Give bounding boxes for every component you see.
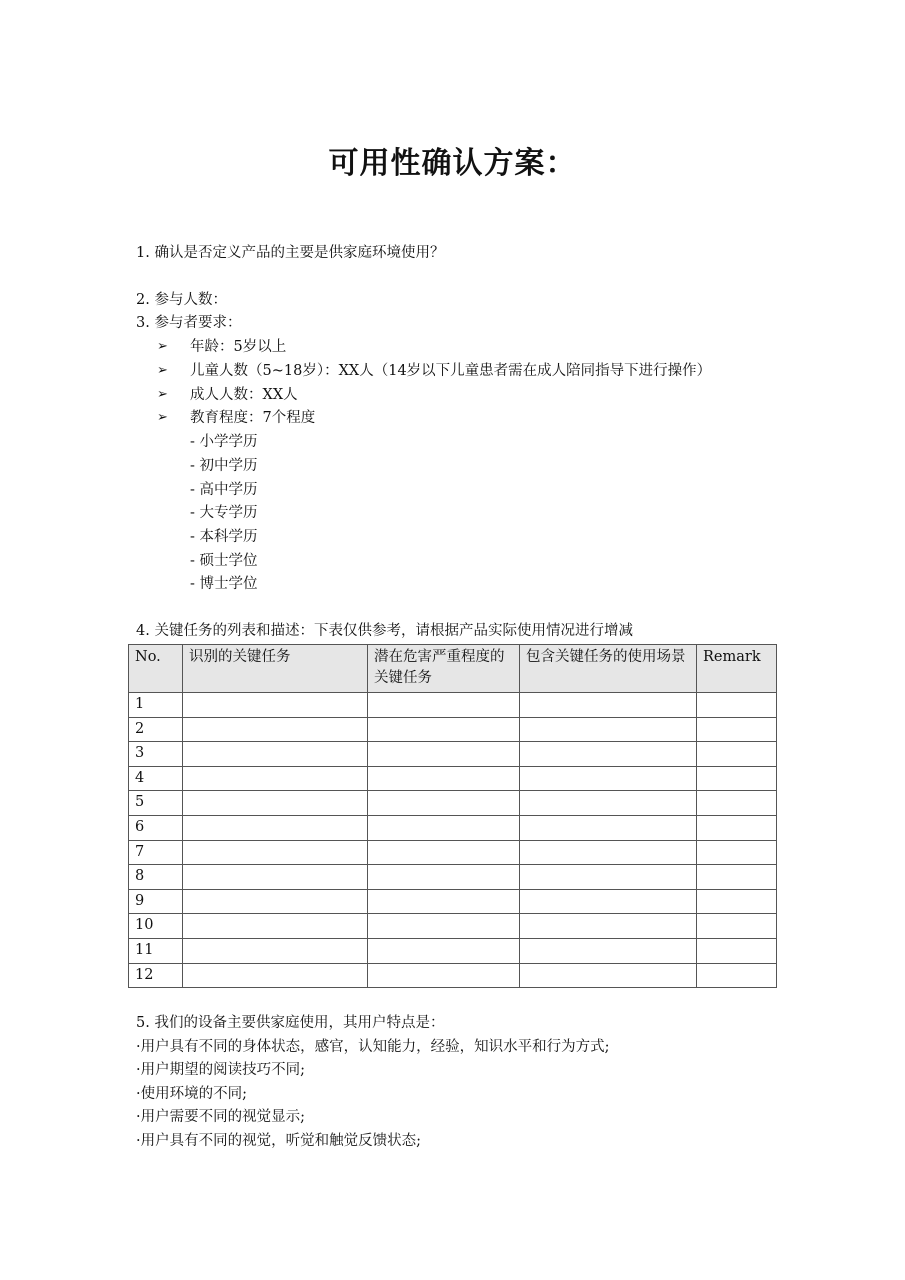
row-number-cell: 7 [129, 840, 183, 865]
table-cell [183, 791, 368, 816]
table-cell [697, 963, 777, 988]
table-cell [183, 815, 368, 840]
arrow-bullet-icon: ➢ [157, 387, 168, 402]
table-row [129, 717, 777, 742]
table-cell [368, 693, 520, 718]
table-cell [368, 840, 520, 865]
table-cell [183, 742, 368, 767]
table-cell [368, 791, 520, 816]
table-cell [520, 742, 697, 767]
row-number-cell: 12 [129, 963, 183, 988]
table-cell [697, 693, 777, 718]
table-cell [368, 766, 520, 791]
table-cell [520, 693, 697, 718]
table-cell [368, 865, 520, 890]
table-cell [520, 914, 697, 939]
column-header-use-scenario: 包含关键任务的使用场景 [520, 645, 697, 693]
table-cell [368, 889, 520, 914]
table-row [129, 938, 777, 963]
table-cell [520, 840, 697, 865]
row-number-cell: 5 [129, 791, 183, 816]
table-cell [520, 963, 697, 988]
education-level-item: - 小学学历 [190, 434, 258, 450]
table-cell [368, 717, 520, 742]
table-cell [520, 717, 697, 742]
education-level-item: - 初中学历 [190, 458, 258, 474]
user-trait-item: ·用户具有不同的身体状态，感官，认知能力，经验，知识水平和行为方式; [136, 1039, 610, 1055]
table-cell [368, 963, 520, 988]
requirement-children-count: 儿童人数（5~18岁）：XX人（14岁以下儿童患者需在成人陪同指导下进行操作） [190, 363, 712, 379]
table-row [129, 815, 777, 840]
table-cell [697, 742, 777, 767]
requirement-education: 教育程度：7个程度 [190, 410, 316, 426]
question-item-2: 2. 参与人数： [136, 292, 227, 308]
table-row [129, 693, 777, 718]
user-trait-item: ·用户具有不同的视觉，听觉和触觉反馈状态; [136, 1133, 421, 1149]
education-level-item: - 大专学历 [190, 505, 258, 521]
user-trait-item: ·用户期望的阅读技巧不同; [136, 1062, 305, 1078]
table-cell [183, 840, 368, 865]
table-cell [697, 766, 777, 791]
table-row [129, 742, 777, 767]
table-cell [520, 938, 697, 963]
question-item-1: 1. 确认是否定义产品的主要是供家庭环境使用？ [136, 245, 445, 261]
table-cell [520, 815, 697, 840]
row-number-cell: 11 [129, 938, 183, 963]
table-cell [368, 938, 520, 963]
table-cell [520, 791, 697, 816]
table-cell [368, 914, 520, 939]
table-cell [697, 791, 777, 816]
education-level-item: - 硕士学位 [190, 553, 258, 569]
table-cell [368, 815, 520, 840]
row-number-cell: 2 [129, 717, 183, 742]
table-cell [183, 963, 368, 988]
education-level-item: - 博士学位 [190, 576, 258, 592]
requirement-adult-count: 成人人数：XX人 [190, 387, 298, 403]
table-row [129, 963, 777, 988]
arrow-bullet-icon: ➢ [157, 363, 168, 378]
page-title: 可用性确认方案： [328, 146, 577, 181]
row-number-cell: 1 [129, 693, 183, 718]
table-header-row [129, 645, 777, 693]
table-row [129, 840, 777, 865]
table-cell [183, 914, 368, 939]
table-cell [697, 938, 777, 963]
table-cell [697, 840, 777, 865]
column-header-no: No. [129, 645, 183, 693]
table-cell [368, 742, 520, 767]
education-level-item: - 本科学历 [190, 529, 258, 545]
table-cell [183, 889, 368, 914]
key-task-table [128, 644, 777, 988]
row-number-cell: 3 [129, 742, 183, 767]
table-row [129, 766, 777, 791]
row-number-cell: 10 [129, 914, 183, 939]
column-header-remark: Remark [697, 645, 777, 693]
row-number-cell: 9 [129, 889, 183, 914]
table-cell [183, 717, 368, 742]
table-cell [520, 766, 697, 791]
question-item-4: 4. 关键任务的列表和描述：下表仅供参考，请根据产品实际使用情况进行增减 [136, 623, 633, 639]
row-number-cell: 4 [129, 766, 183, 791]
table-row [129, 889, 777, 914]
column-header-hazard-severity: 潜在危害严重程度的关键任务 [368, 645, 520, 693]
column-header-key-task: 识别的关键任务 [183, 645, 368, 693]
table-cell [520, 889, 697, 914]
table-cell [183, 693, 368, 718]
table-cell [183, 938, 368, 963]
row-number-cell: 8 [129, 865, 183, 890]
question-item-3: 3. 参与者要求： [136, 315, 242, 331]
question-item-5: 5. 我们的设备主要供家庭使用，其用户特点是： [136, 1015, 445, 1031]
table-cell [697, 914, 777, 939]
requirement-age: 年龄：5岁以上 [190, 339, 287, 355]
table-row [129, 914, 777, 939]
education-level-item: - 高中学历 [190, 482, 258, 498]
table-cell [697, 865, 777, 890]
table-row [129, 791, 777, 816]
table-cell [697, 717, 777, 742]
table-cell [697, 815, 777, 840]
row-number-cell: 6 [129, 815, 183, 840]
arrow-bullet-icon: ➢ [157, 339, 168, 354]
arrow-bullet-icon: ➢ [157, 410, 168, 425]
user-trait-item: ·使用环境的不同; [136, 1086, 247, 1102]
table-cell [183, 766, 368, 791]
table-cell [183, 865, 368, 890]
table-cell [697, 889, 777, 914]
table-row [129, 865, 777, 890]
user-trait-item: ·用户需要不同的视觉显示; [136, 1109, 305, 1125]
table-cell [520, 865, 697, 890]
